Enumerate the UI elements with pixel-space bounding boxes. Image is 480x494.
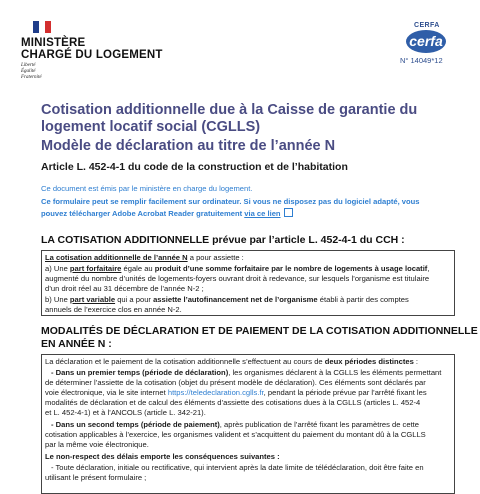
section1-item-a-line1 (45, 264, 453, 274)
ministry-name-line2: CHARGÉ DU LOGEMENT (21, 49, 163, 61)
title-line3: Modèle de déclaration au titre de l’année N (41, 138, 336, 154)
cerfa-label: CERFA (414, 22, 440, 29)
late-line1: - Toute déclaration, initiale ou rectificative, qui intervient après la date limite de télédéclaration, doit être faite en (51, 463, 424, 472)
section2-intro-text: La déclaration et le paiement de la cotisation additionnelle s’effectuent au cours de (45, 357, 325, 366)
item-b-mid: qui a pour (115, 295, 154, 304)
section1-heading (41, 234, 405, 247)
period1-bold: - Dans un premier temps (période de déclaration) (51, 368, 229, 377)
section1-heading-rest: prévue par l’article L. 452-4-1 du CCH : (212, 234, 405, 246)
section1-item-b-line2: annuels de l’exercice clos en année N-2. (45, 305, 182, 314)
section1-item-a-line2: augmenté du nombre d’unités de logements-foyers ouvrant droit à redevance, sur lesquels l’organisme est titulaire (45, 274, 430, 283)
notice-line3-text: pouvez télécharger Adobe Acrobat Reader gratuitement (41, 209, 245, 218)
section1-heading-caps: LA COTISATION ADDITIONNELLE (41, 234, 213, 246)
article-reference: Article L. 452-4-1 du code de la construction et de l’habitation (41, 161, 348, 173)
flag-red-band (45, 21, 51, 33)
motto-fraternite: Fraternité (21, 75, 42, 80)
period2-line1 (51, 420, 459, 430)
period1-rest: , les organismes déclarent à la CGLLS les éléments permettant (228, 368, 442, 377)
external-link-icon (284, 208, 293, 217)
cerfa-logo-icon: cerfa (406, 30, 446, 53)
item-b-rest: établi à partir des comptes (317, 295, 409, 304)
motto-liberte: Liberté (21, 63, 36, 68)
republic-flag-icon (33, 21, 51, 33)
item-a-prefix: a) Une (45, 264, 70, 273)
item-b-bold: assiette l’autofinancement net de l’organisme (153, 295, 318, 304)
section2-intro-end: : (413, 357, 419, 366)
notice-line1: Ce document est émis par le ministère en charge du logement. (41, 184, 253, 193)
period1-line4: modalités de déclaration et de calcul des éléments d’assiette des cotisations dues à la CGLLS (articles L. 452-4 (45, 398, 421, 407)
period2-bold: - Dans un second temps (période de paiement) (51, 420, 220, 429)
notice-line2: Ce formulaire peut se remplir facilement sur ordinateur. Si vous ne disposez pas du logiciel adapté, vous (41, 197, 420, 206)
section1-intro (45, 253, 453, 263)
item-a-mid: égale au (121, 264, 155, 273)
late-line2: utilisant le présent formulaire ; (45, 473, 147, 482)
title-line1: Cotisation additionnelle due à la Caisse de garantie du (41, 102, 418, 118)
acrobat-download-link[interactable]: via ce lien (244, 209, 281, 218)
period1-line1 (51, 368, 459, 378)
notice-line3 (41, 208, 293, 219)
section1-intro-rest: a pour assiette : (187, 253, 244, 262)
item-b-prefix: b) Une (45, 295, 70, 304)
section1-item-b-line1 (45, 295, 453, 305)
section1-item-a-line3: d’un droit réel au 31 décembre de l’année N-2 ; (45, 284, 204, 293)
item-a-comma: , (427, 264, 430, 273)
late-heading: Le non-respect des délais emporte les conséquences suivantes : (45, 452, 280, 461)
form-number: N° 14049*12 (400, 56, 443, 65)
period2-line3: par la même voie électronique. (45, 440, 149, 449)
period1-line3-b: , pendant la période prévue par l’arrêté fixant les (263, 388, 427, 397)
motto-egalite: Égalité (21, 69, 36, 74)
section2-heading-line2: EN ANNÉE N : (41, 338, 112, 350)
period1-line3 (45, 388, 453, 398)
item-a-bold: produit d’une somme forfaitaire par le nombre de logements à usage locatif (154, 264, 428, 273)
title-line2: logement locatif social (CGLLS) (41, 119, 261, 135)
period2-line2: cotisation applicables à l’exercice, les organismes valident et s’acquittent du paiement du montant dû à la CGLLS (45, 430, 426, 439)
period2-rest: , après publication de l’arrêté fixant les paramètres de cette (219, 420, 420, 429)
teledeclaration-link[interactable]: https://teledeclaration.cglls.fr (167, 388, 264, 397)
section2-intro (45, 357, 453, 367)
section2-heading-line1: MODALITÉS DE DÉCLARATION ET DE PAIEMENT DE LA COTISATION ADDITIONNELLE (41, 325, 478, 337)
period1-line5: et L. 452-4-1) et à l’ANCOLS (article L. 342-21). (45, 408, 206, 417)
period1-line3-a: voie électronique, via le site internet (45, 388, 168, 397)
ministry-name-line1: MINISTÈRE (21, 37, 86, 49)
section1-intro-underlined: La cotisation additionnelle de l’année N (45, 253, 188, 262)
period1-line2: de déterminer l’assiette de la cotisation (objet du présent modèle de déclaration). Ces éléments sont déclarés par (45, 378, 426, 387)
item-a-underlined: part forfaitaire (69, 264, 122, 273)
item-b-underlined: part variable (69, 295, 116, 304)
section2-intro-bold: deux périodes distinctes (324, 357, 414, 366)
